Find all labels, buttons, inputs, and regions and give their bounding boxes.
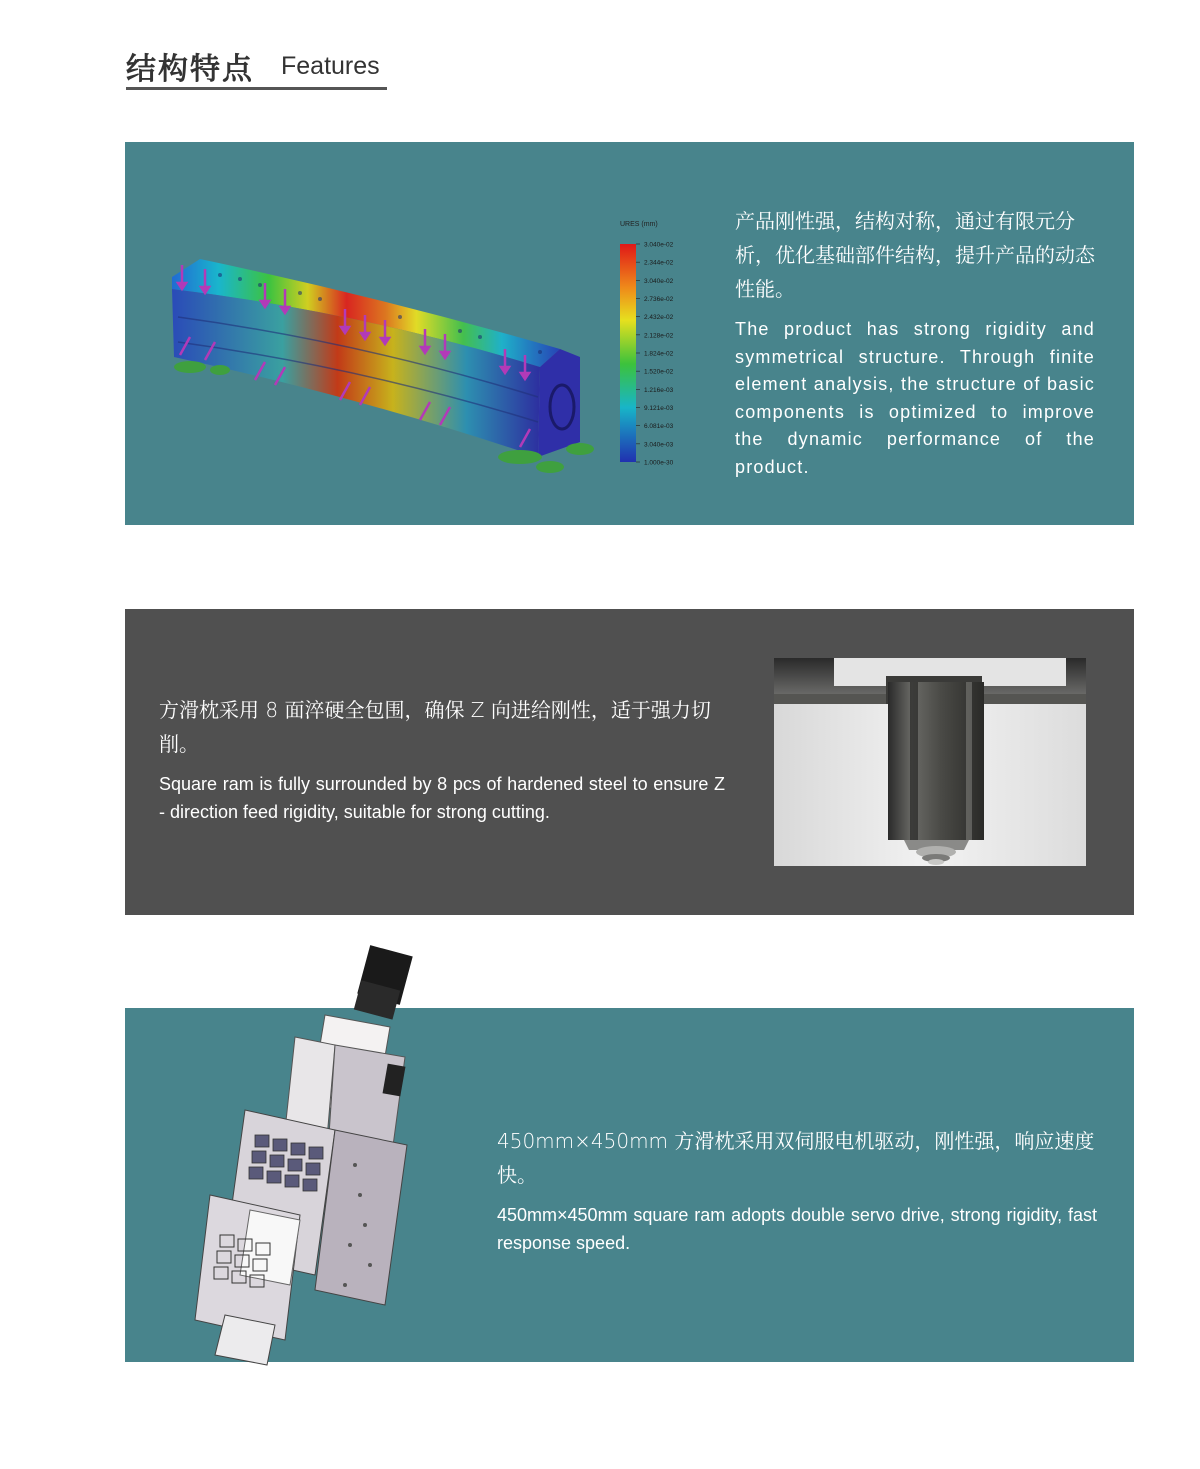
legend-tick-label: 2.344e-02 — [644, 259, 674, 267]
ram-assembly-image — [185, 945, 415, 1370]
ram-photo — [774, 658, 1086, 866]
feature-text-3 — [497, 1124, 1097, 1257]
heading-en: Features — [281, 52, 380, 80]
legend-tick-label: 6.081e-03 — [644, 423, 674, 431]
fea-legend — [610, 212, 690, 472]
legend-tick-label: 2.736e-02 — [644, 296, 674, 303]
legend-tick-label: 9.121e-03 — [644, 405, 674, 412]
legend-title: URES (mm) — [620, 221, 658, 228]
feature-text-1 — [735, 204, 1095, 481]
legend-tick-label: 1.824e-02 — [644, 350, 674, 358]
feature-2-en: Square ram is fully surrounded by 8 pcs of hardened steel to ensure Z - direction feed rigidity, suitable for strong cutting. — [159, 774, 725, 822]
feature-2-cn: 方滑枕采用 8 面淬硬全包围，确保 Z 向进给刚性，适于强力切削。 — [159, 698, 711, 756]
legend-tick-label: 2.432e-02 — [644, 314, 674, 322]
feature-1-en: The product has strong rigidity and symmetrical structure. Through finite element analysis, the structure of basic components is optimized to improve the dynamic performance of the product. — [735, 319, 1095, 477]
section-heading — [126, 40, 387, 90]
heading-cn: 结构特点 — [126, 52, 254, 87]
legend-tick-label: 3.040e-03 — [644, 441, 674, 449]
legend-tick-label: 1.520e-02 — [644, 368, 674, 376]
legend-tick-label: 3.040e-02 — [644, 241, 674, 249]
legend-tick-label: 3.040e-02 — [644, 277, 674, 285]
legend-tick-label: 1.216e-03 — [644, 386, 674, 394]
feature-panel-fea — [125, 142, 1134, 525]
feature-3-cn: 450mm×450mm 方滑枕采用双伺服电机驱动，刚性强，响应速度快。 — [497, 1129, 1095, 1187]
feature-3-en: 450mm×450mm square ram adopts double servo drive, strong rigidity, fast response speed. — [497, 1205, 1097, 1253]
feature-text-2 — [159, 693, 725, 826]
fea-beam-image — [160, 217, 610, 482]
legend-tick-label: 1.000e-30 — [644, 459, 674, 467]
feature-panel-ram — [125, 609, 1134, 915]
feature-1-cn: 产品刚性强，结构对称，通过有限元分析，优化基础部件结构，提升产品的动态性能。 — [735, 209, 1095, 301]
legend-tick-label: 2.128e-02 — [644, 332, 674, 340]
